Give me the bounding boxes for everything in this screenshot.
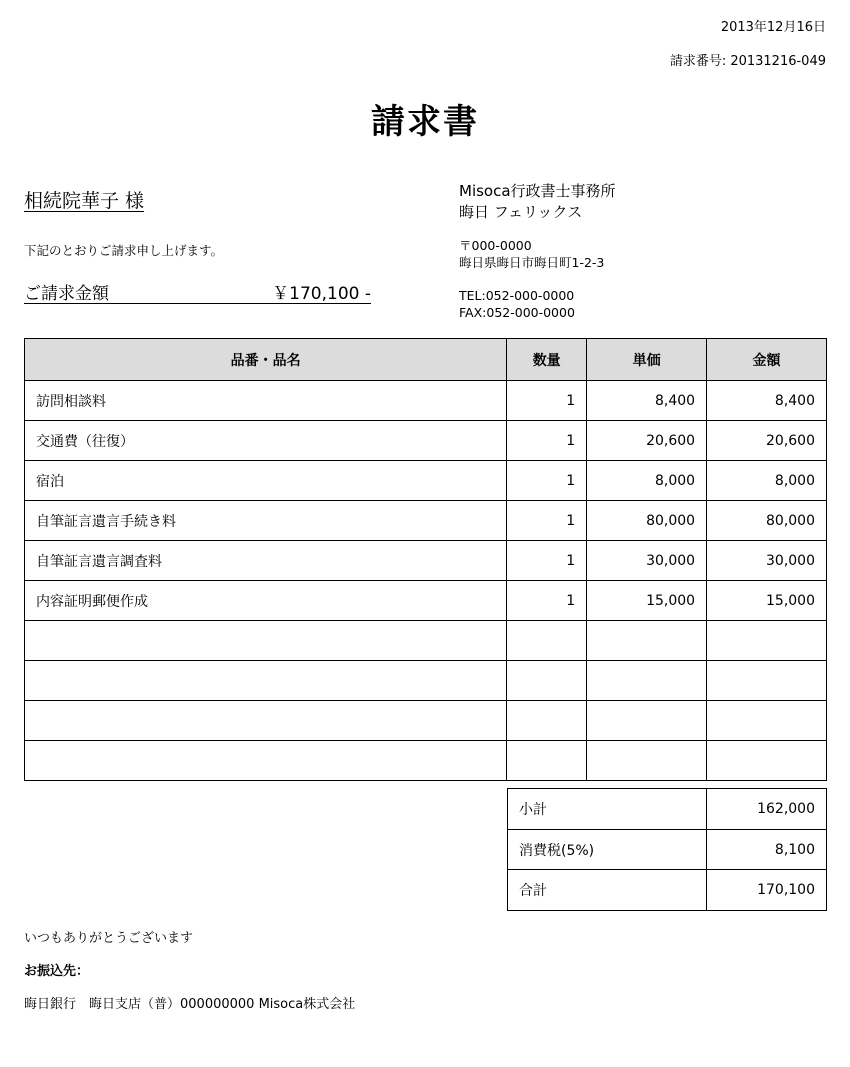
subtotal-label: 小計 bbox=[508, 789, 707, 830]
subtotal-value: 162,000 bbox=[707, 789, 827, 830]
issuer-address-block bbox=[459, 237, 604, 271]
billing-amount-value: ￥170,100 - bbox=[272, 284, 371, 304]
items-table bbox=[24, 338, 827, 781]
issuer-company: Misoca行政書士事務所 bbox=[459, 182, 616, 200]
table-row bbox=[25, 661, 827, 701]
issuer-postal: 〒000-0000 bbox=[459, 238, 532, 253]
item-amount bbox=[707, 661, 827, 701]
item-amount bbox=[707, 701, 827, 741]
item-name: 自筆証言遺言手続き料 bbox=[25, 501, 507, 541]
table-row bbox=[25, 621, 827, 661]
item-name: 訪問相談料 bbox=[25, 381, 507, 421]
totals-table bbox=[507, 788, 827, 911]
table-row bbox=[25, 741, 827, 781]
item-unit-price: 15,000 bbox=[587, 581, 707, 621]
issuer-tel: TEL:052-000-0000 bbox=[459, 288, 575, 303]
item-amount bbox=[707, 741, 827, 781]
table-row bbox=[25, 421, 827, 461]
header-item-name: 品番・品名 bbox=[25, 339, 507, 381]
issuer-person: 晦日 フェリックス bbox=[459, 203, 583, 221]
billing-amount-label: ご請求金額 bbox=[24, 284, 109, 304]
total-row bbox=[508, 870, 827, 911]
thanks-message: いつもありがとうございます bbox=[24, 931, 194, 946]
total-value: 170,100 bbox=[707, 870, 827, 911]
item-amount: 8,400 bbox=[707, 381, 827, 421]
item-unit-price bbox=[587, 661, 707, 701]
item-name bbox=[25, 661, 507, 701]
item-quantity bbox=[507, 621, 587, 661]
items-header-row bbox=[25, 339, 827, 381]
client-name: 相続院華子 様 bbox=[24, 190, 145, 212]
issuer-contact-block bbox=[459, 287, 575, 321]
table-row bbox=[25, 381, 827, 421]
tax-row bbox=[508, 829, 827, 870]
header-quantity: 数量 bbox=[507, 339, 587, 381]
billing-amount-row bbox=[24, 279, 371, 304]
table-row bbox=[25, 581, 827, 621]
subtotal-row bbox=[508, 789, 827, 830]
item-unit-price: 80,000 bbox=[587, 501, 707, 541]
item-quantity: 1 bbox=[507, 541, 587, 581]
item-amount: 15,000 bbox=[707, 581, 827, 621]
header-amount: 金額 bbox=[707, 339, 827, 381]
item-name bbox=[25, 621, 507, 661]
intro-text: 下記のとおりご請求申し上げます。 bbox=[24, 243, 224, 258]
item-unit-price: 8,000 bbox=[587, 461, 707, 501]
item-amount: 30,000 bbox=[707, 541, 827, 581]
item-name: 自筆証言遺言調査料 bbox=[25, 541, 507, 581]
item-name: 交通費（往復） bbox=[25, 421, 507, 461]
bank-details: 晦日銀行 晦日支店（普）000000000 Misoca株式会社 bbox=[24, 997, 356, 1012]
item-amount: 8,000 bbox=[707, 461, 827, 501]
item-unit-price bbox=[587, 741, 707, 781]
item-quantity: 1 bbox=[507, 381, 587, 421]
header-unit-price: 単価 bbox=[587, 339, 707, 381]
total-label: 合計 bbox=[508, 870, 707, 911]
table-row bbox=[25, 701, 827, 741]
invoice-number: 請求番号: 20131216-049 bbox=[669, 54, 826, 69]
table-row bbox=[25, 541, 827, 581]
item-amount bbox=[707, 621, 827, 661]
item-name bbox=[25, 701, 507, 741]
transfer-label: お振込先： bbox=[24, 964, 90, 979]
table-row bbox=[25, 461, 827, 501]
item-unit-price bbox=[587, 701, 707, 741]
table-row bbox=[25, 501, 827, 541]
document-title: 請求書 bbox=[371, 102, 479, 142]
item-quantity bbox=[507, 741, 587, 781]
item-unit-price: 8,400 bbox=[587, 381, 707, 421]
invoice-date: 2013年12月16日 bbox=[720, 20, 826, 35]
item-unit-price bbox=[587, 621, 707, 661]
item-amount: 80,000 bbox=[707, 501, 827, 541]
item-quantity: 1 bbox=[507, 461, 587, 501]
item-name: 内容証明郵便作成 bbox=[25, 581, 507, 621]
item-quantity bbox=[507, 701, 587, 741]
item-quantity: 1 bbox=[507, 501, 587, 541]
issuer-block bbox=[459, 181, 616, 223]
item-amount: 20,600 bbox=[707, 421, 827, 461]
issuer-address: 晦日県晦日市晦日町1-2-3 bbox=[459, 255, 605, 270]
tax-label: 消費税(5%) bbox=[508, 829, 707, 870]
issuer-fax: FAX:052-000-0000 bbox=[459, 305, 575, 320]
tax-value: 8,100 bbox=[707, 829, 827, 870]
item-unit-price: 20,600 bbox=[587, 421, 707, 461]
item-quantity: 1 bbox=[507, 581, 587, 621]
item-name bbox=[25, 741, 507, 781]
item-quantity: 1 bbox=[507, 421, 587, 461]
item-unit-price: 30,000 bbox=[587, 541, 707, 581]
item-quantity bbox=[507, 661, 587, 701]
item-name: 宿泊 bbox=[25, 461, 507, 501]
